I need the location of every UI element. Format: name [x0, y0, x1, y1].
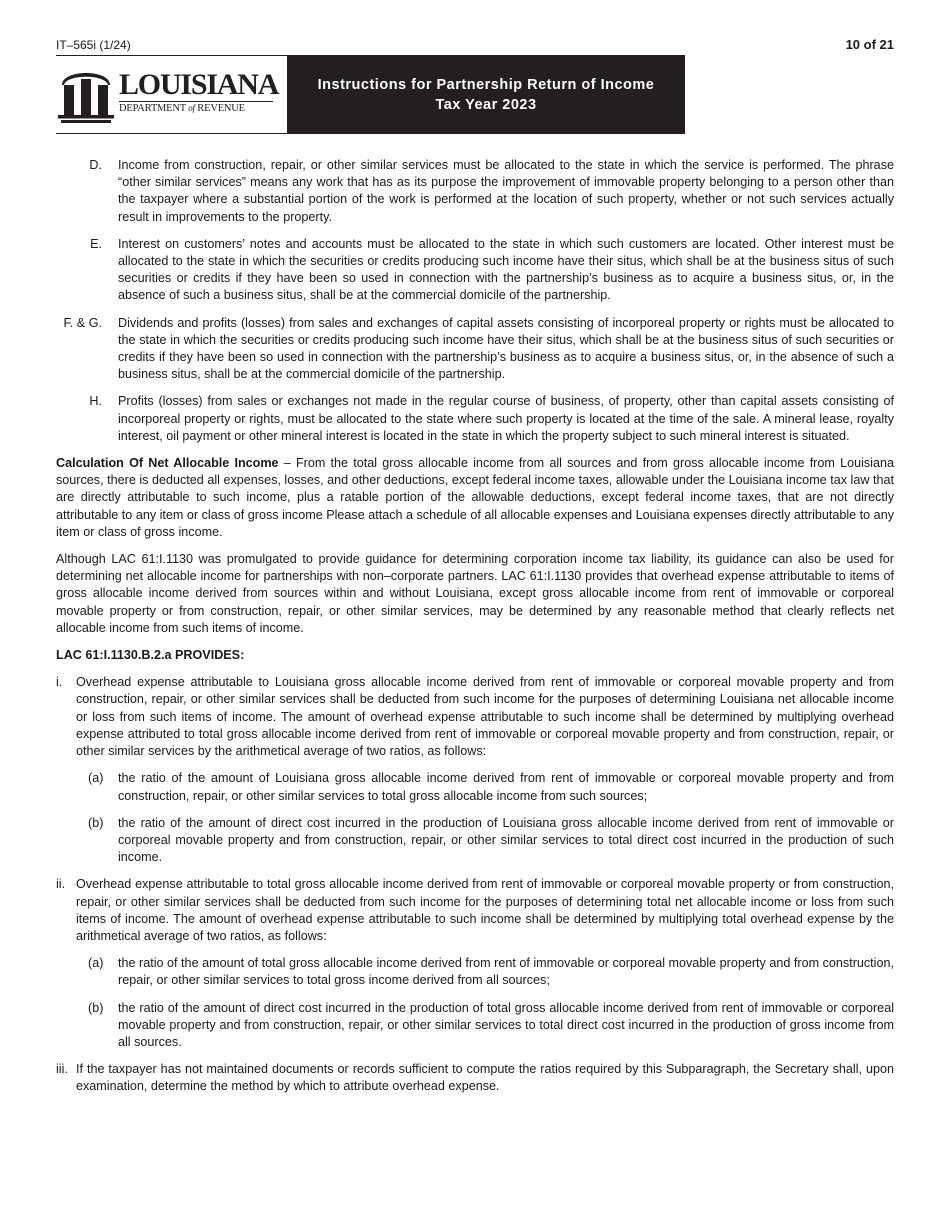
tax-year: Tax Year 2023: [435, 96, 537, 113]
item-label: H.: [89, 394, 102, 409]
sub-text: the ratio of the amount of Louisiana gross allocable income derived from rent of immovable or corporeal movable property and from construction, repair, or other similar services to total gross allocable income from such sources;: [118, 771, 894, 803]
item-text: Profits (losses) from sales or exchanges not made in the regular course of business, of property, other than capital assets consisting of incorporeal property or rights, must be allocated to the state where such property is located at the time of the sale. A mineral lease, royalty interest, oil payment or other mineral interest is located in the state in which the property subject to such mineral interest is situated.: [118, 394, 894, 443]
ldr-logo: [56, 55, 287, 134]
provision-ii-b: [56, 1000, 894, 1052]
allocation-item-d: [56, 157, 894, 226]
item-label: D.: [89, 158, 102, 172]
logo-department-name: DEPARTMENT of REVENUE: [119, 103, 245, 114]
item-text: Interest on customers’ notes and accounts must be allocated to the state in which such customers are located. Other interest must be allocated to the state in which the securities or credits producing such income have their situs, which shall be at the business situs of such securities or credits if they have been so used in connection with the partnership’s business as to acquire a business situs, or, in the absence of such a business situs, shall be at the commercial domicile of the partnership.: [118, 236, 894, 303]
provision-i: [56, 674, 894, 760]
provision-i-b: [56, 815, 894, 867]
item-label: E.: [90, 236, 102, 251]
provision-text: Overhead expense attributable to Louisiana gross allocable income derived from rent of immovable or corporeal movable property and from construction, repair, or other similar services shall be deducted from such income for the purposes of determining Louisiana net allocable income or loss from such items of income. The amount of overhead expense attributable to such income shall be determined by multiplying overhead expense attributed to total gross allocable income derived from rent of immovable or corporeal movable property and from construction, repair, or other similar services by the arithmetical average of two ratios, as follows:: [76, 675, 894, 759]
allocation-item-h: [56, 393, 894, 445]
item-label: F. & G.: [63, 315, 102, 330]
provision-label: ii.: [56, 877, 66, 892]
document-body: [56, 157, 894, 1106]
sub-label: (b): [88, 1000, 104, 1015]
sub-text: the ratio of the amount of direct cost incurred in the production of Louisiana gross allocable income derived from rent of immovable or corporeal movable property and from construction, repair, or other similar services to total direct cost incurred in the production of such income.: [118, 815, 894, 865]
section-heading: Calculation Of Net Allocable Income: [56, 456, 279, 471]
allocation-item-e: [56, 236, 894, 305]
provision-text: Overhead expense attributable to total gross allocable income derived from rent of immovable or corporeal movable property or from construction, repair, or other similar services shall be deducted from such income for the purposes of determining total net allocable income or loss from such items of income. The amount of overhead expense attributable to such income shall be determined by multiplying total overhead expense by the arithmetical average of two ratios, as follows:: [76, 877, 894, 943]
document-header: [56, 55, 685, 134]
provision-label: iii.: [56, 1062, 68, 1077]
allocation-item-f-g: [56, 315, 894, 384]
page-number: 10 of 21: [845, 37, 894, 52]
provision-ii: [56, 876, 894, 945]
sub-label: (b): [88, 815, 104, 830]
paragraph-text: – From the total gross allocable income from all sources and from gross allocable income from Louisiana sources, there is deducted all expenses, losses, and other deductions, except federal income taxes, allowable under the Louisiana income tax law that are directly attributable to such income, plus a ratable portion of the allowable deductions, except federal income taxes, that are not directly attributable to any item or class of gross income Please attach a schedule of all allocable expenses and Louisiana expenses directly attributable to any item or class of gross income.: [56, 456, 894, 539]
item-text: Income from construction, repair, or other similar services must be allocated to the state in which the service is performed. The phrase “other similar services” means any work that has as its purpose the improvement of immovable property belonging to a person other than the taxpayer where a substantial portion of the work is performed at the location of such property, whether or not such services actually result in improvements to the property.: [118, 158, 894, 224]
item-text: Dividends and profits (losses) from sales and exchanges of capital assets consisting of incorporeal property or rights must be allocated to the state in which the securities or credits producing such income have their situs, which shall be at the business situs of such securities or credits if they have been so used in connection with the partnership’s business as to acquire a business situs, or, in the absence of such a business situs, shall be at the commercial domicile of the partnership.: [118, 315, 894, 382]
sub-text: the ratio of the amount of direct cost incurred in the production of total gross allocable income derived from rent of immovable or corporeal movable property and from construction, repair, or other similar services to total direct cost incurred in the production of gross income from all sources.: [118, 1000, 894, 1049]
document-title-banner: [287, 55, 685, 134]
provision-label: i.: [56, 675, 63, 690]
capitol-columns-icon: [58, 65, 114, 123]
lac-overview-paragraph: Although LAC 61:I.1130 was promulgated to provide guidance for determining corporation income tax liability, its guidance can also be used for determining net allocable income for partnerships with non–corporate partners. LAC 61:I.1130 provides that overhead expense attributable to items of gross allocable income derived from sources within and without Louisiana, except gross allocable income from rent of immovable or corporeal movable property or from construction, repair, or other similar services, may be determined by any reasonable method that clearly reflects net allocable income from such items of income.: [56, 552, 894, 635]
provision-iii: [56, 1061, 894, 1095]
provision-text: If the taxpayer has not maintained documents or records sufficient to compute the ratios required by this Subparagraph, the Secretary shall, upon examination, determine the method by which to attribute overhead expense.: [76, 1062, 894, 1094]
sub-label: (a): [88, 771, 104, 786]
form-id: IT–565i (1/24): [56, 38, 131, 52]
sub-text: the ratio of the amount of total gross allocable income derived from rent of immovable or corporeal movable property and from construction, repair, or other similar services to total gross income derived from all sources;: [118, 956, 894, 988]
lac-provides-heading: LAC 61:I.1130.B.2.a PROVIDES:: [56, 648, 245, 663]
net-allocable-income-paragraph: [56, 455, 894, 541]
logo-divider: [119, 101, 273, 102]
logo-state-name: LOUISIANA: [119, 68, 279, 101]
provision-i-a: [56, 770, 894, 804]
sub-label: (a): [88, 956, 104, 971]
provision-ii-a: [56, 955, 894, 989]
document-title: Instructions for Partnership Return of Income: [317, 76, 655, 93]
